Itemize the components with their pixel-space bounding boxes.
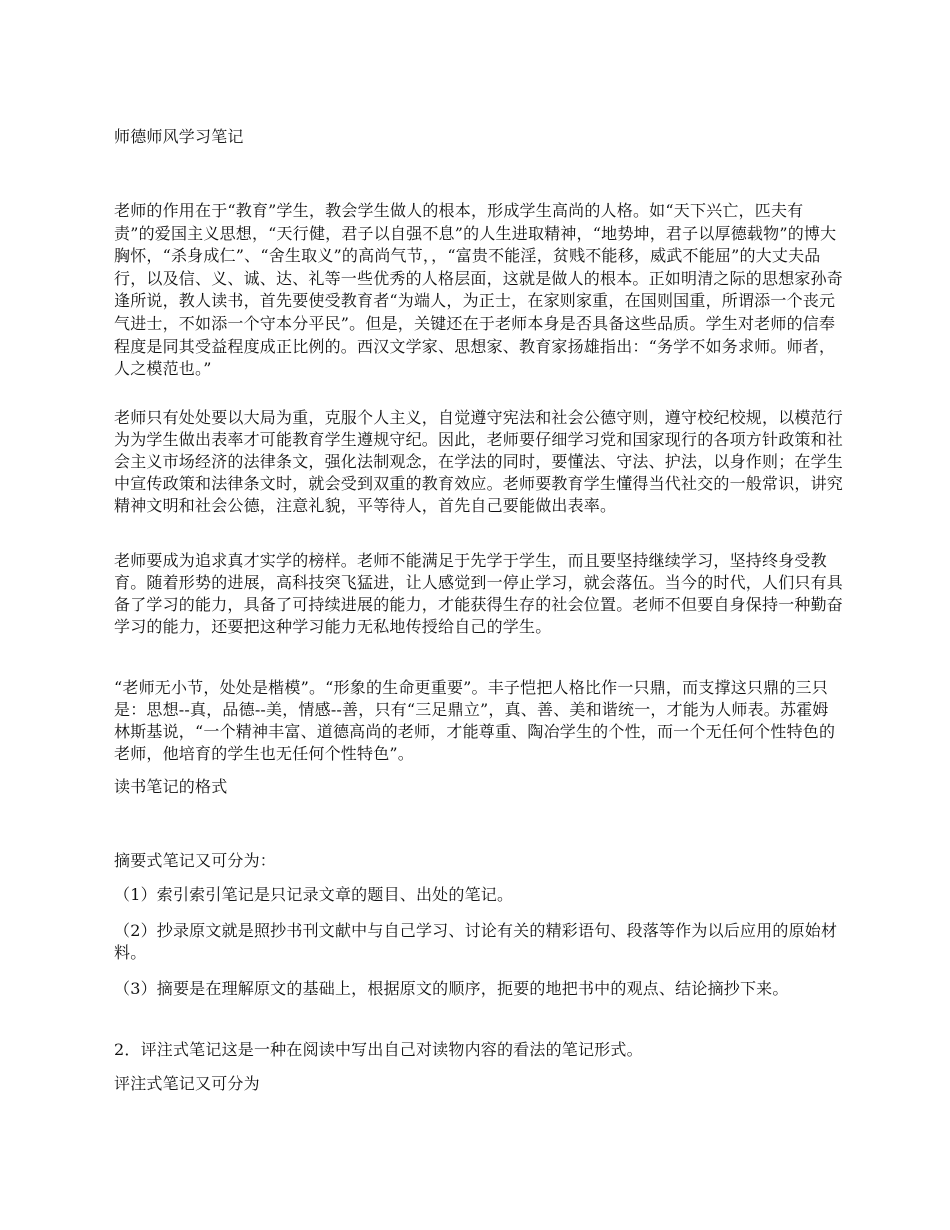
list-item-abstract: （3）摘要是在理解原文的基础上，根据原文的顺序，扼要的地把书中的观点、结论摘抄下来。	[114, 979, 789, 998]
paragraph-commentary-types: 评注式笔记又可分为	[114, 1074, 260, 1093]
paragraph-commentary-notes: 2．评注式笔记这是一种在阅读中写出自己对读物内容的看法的笔记形式。	[114, 1040, 643, 1059]
list-item-index-notes: （1）索引索引笔记是只记录文章的题目、出处的笔记。	[114, 885, 514, 904]
paragraph-summary-notes: 摘要式笔记又可分为：	[114, 851, 277, 870]
paragraph-setting-example: 老师只有处处要以大局为重，克服个人主义，自觉遵守宪法和社会公德守则，遵守校纪校规，以模范行为为学生做出表率才可能教育学生遵规守纪。因此，老师要仔细学习党和国家现行的各项方针政策和社会主义市场经济的法律条文，强化法制观念，在学法的同时，要懂法、守法、护法，以身作则；在学生中宣传政策和法律条文时，就会受到双重的教育效应。老师要教育学生懂得当代社交的一般常识，讲究精神文明和社会公德，注意礼貌，平等待人，首先自己要能做出表率。	[114, 408, 844, 515]
section-heading-reading-notes: 读书笔记的格式	[114, 777, 228, 796]
paragraph-continuous-learning: 老师要成为追求真才实学的榜样。老师不能满足于先学于学生，而且要坚持继续学习，坚持终身受教育。随着形势的进展，高科技突飞猛进，让人感觉到一停止学习，就会落伍。当今的时代，人们只有具备了学习的能力，具备了可持续进展的能力，才能获得生存的社会位置。老师不但要自身保持一种勤奋学习的能力，还要把这种学习能力无私地传授给自己的学生。	[114, 551, 844, 636]
paragraph-role-of-teacher: 老师的作用在于“教育”学生，教会学生做人的根本，形成学生高尚的人格。如“天下兴亡，匹夫有责”的爱国主义思想，“天行健，君子以自强不息”的人生进取精神，“地势坤，君子以厚德载物”的博大胸怀，“杀身成仁”、“舍生取义”的高尚气节，，“富贵不能淫，贫贱不能移，威武不能屈”的大丈夫品行，以及信、义、诚、达、礼等一些优秀的人格层面，这就是做人的根本。正如明清之际的思想家孙奇逢所说，教人读书，首先要使受教育者“为端人，为正士，在家则家重，在国则国重，所谓添一个丧元气进士，不如添一个守本分平民”。但是，关键还在于老师本身是否具备这些品质。学生对老师的信奉程度是同其受益程度成正比例的。西汉文学家、思想家、教育家扬雄指出：“务学不如务求师。师者，人之模范也。”	[114, 201, 844, 379]
document-title: 师德师风学习笔记	[114, 127, 244, 146]
list-item-copy-original: （2）抄录原文就是照抄书刊文献中与自己学习、讨论有关的精彩语句、段落等作为以后应用的原始材料。	[114, 921, 838, 962]
paragraph-role-model: “老师无小节，处处是楷模”。“形象的生命更重要”。丰子恺把人格比作一只鼎，而支撑这只鼎的三只是：思想--真，品德--美，情感--善，只有“三足鼎立”，真、善、美和谐统一，才能为人师表。苏霍姆林斯基说，“一个精神丰富、道德高尚的老师，才能尊重、陶冶学生的个性，而一个无任何个性特色的老师，他培育的学生也无任何个性特色”。	[114, 678, 836, 763]
